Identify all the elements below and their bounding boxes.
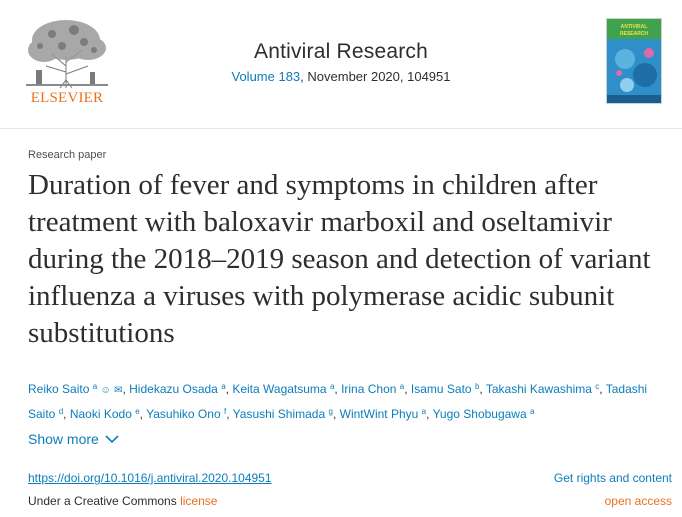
journal-cover-image: [607, 19, 661, 103]
chevron-down-icon: [105, 435, 119, 444]
volume-link[interactable]: Volume 183: [231, 69, 301, 84]
author-link[interactable]: Naoki Kodo $^e$: [69, 407, 140, 421]
author-list: Reiko Saito $^a$ ☺ ✉, Hidekazu Osada $^a$, Keita Wagatsuma $^a$, Irina Chon $^a$, Isamu Sato $^b$, Takashi Kawashima $^c$, Tadashi Saito $^d$, Naoki Kodo $^e$, Yasuhiko Ono $^f$, Yasushi Shimada $^g$, WintWint Phyu $^a$, Yugo Shobugawa $^a$: [28, 382, 648, 421]
author-link[interactable]: Isamu Sato $^b$: [410, 382, 480, 396]
cover-title-line-2: RESEARCH: [619, 31, 649, 37]
person-icon[interactable]: ☺: [100, 385, 111, 396]
author-link[interactable]: WintWint Phyu $^a$: [339, 407, 427, 421]
author-link[interactable]: Yasuhiko Ono $^f$: [146, 407, 227, 421]
journal-title[interactable]: Antiviral Research: [254, 40, 428, 63]
cover-title-line-1: ANTIVIRAL: [620, 24, 648, 30]
author-link[interactable]: Keita Wagatsuma $^a$: [232, 382, 335, 396]
article-title: Duration of fever and symptoms in children after treatment with baloxavir marboxil and oseltamivir during the 2018–2019 season and detection of variant influenza a viruses with polymerase acidic subunit substitutions: [28, 169, 651, 349]
issue-date: , November 2020, 104951: [300, 69, 451, 84]
license-link[interactable]: license: [180, 494, 218, 508]
journal-header: [0, 40, 682, 84]
journal-cover[interactable]: [606, 18, 662, 104]
author-link[interactable]: Takashi Kawashima $^c$: [485, 382, 600, 396]
elsevier-wordmark: ELSEVIER: [30, 90, 104, 106]
doi-link[interactable]: https://doi.org/10.1016/j.antiviral.2020.104951: [28, 471, 272, 485]
rights-link[interactable]: Get rights and content: [553, 471, 672, 485]
author-link[interactable]: Reiko Saito $^a$ ☺ ✉: [28, 382, 123, 396]
author-link[interactable]: Yugo Shobugawa $^a$: [432, 407, 535, 421]
author-link[interactable]: Tadashi Saito $^d$: [28, 382, 648, 421]
license-prefix: Under a Creative Commons: [28, 494, 181, 508]
show-more-label: Show more: [28, 431, 99, 447]
header-divider: [0, 128, 682, 129]
envelope-icon[interactable]: ✉: [114, 385, 123, 396]
show-more-button[interactable]: [28, 431, 119, 447]
license-notice: [28, 494, 217, 508]
article-type: Research paper: [28, 149, 107, 161]
journal-issue-info: [0, 69, 682, 84]
author-link[interactable]: Yasushi Shimada $^g$: [232, 407, 333, 421]
open-access-badge: open access: [604, 494, 672, 508]
author-link[interactable]: Irina Chon $^a$: [341, 382, 405, 396]
author-link[interactable]: Hidekazu Osada $^a$: [129, 382, 226, 396]
